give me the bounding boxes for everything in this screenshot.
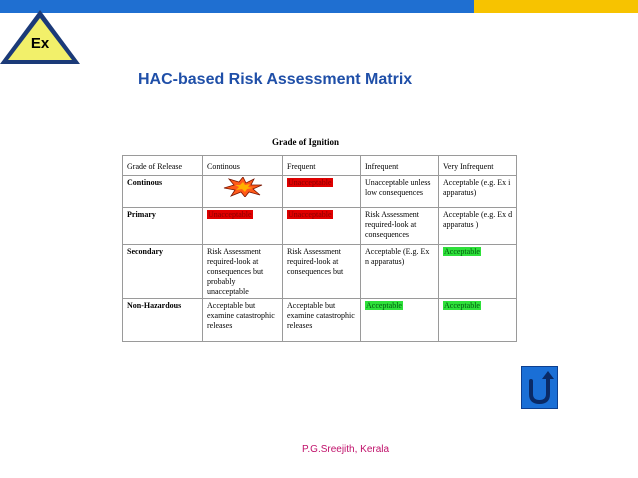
cell-non-hazardous-frequent: Acceptable but examine catastrophic releases — [283, 299, 361, 342]
table-row — [123, 299, 517, 342]
row-label-secondary: Secondary — [123, 245, 203, 299]
cell-non-hazardous-very-infrequent — [439, 299, 517, 342]
footer-credit: P.G.Sreejith, Kerala — [302, 444, 390, 455]
cell-secondary-infrequent: Acceptable (E.g. Ex n apparatus) — [361, 245, 439, 299]
acceptable-tag: Acceptable — [444, 301, 480, 310]
cell-primary-very-infrequent: Acceptable (e.g. Ex d apparatus ) — [439, 208, 517, 245]
cell-primary-frequent — [283, 208, 361, 245]
header-infrequent: Infrequent — [361, 156, 439, 176]
acceptable-tag: Acceptable — [444, 247, 480, 256]
cell-secondary-continous: Risk Assessment required-look at consequences but probably unacceptable — [203, 245, 283, 299]
header-very-infrequent: Very Infrequent — [439, 156, 517, 176]
starburst-icon — [223, 177, 263, 197]
table-row — [123, 245, 517, 299]
cell-primary-continous — [203, 208, 283, 245]
cell-continous-continous — [203, 176, 283, 208]
header-continous: Continous — [203, 156, 283, 176]
cell-non-hazardous-infrequent — [361, 299, 439, 342]
cell-continous-infrequent: Unacceptable unless low consequences — [361, 176, 439, 208]
unacceptable-tag: Unacceptable — [288, 178, 332, 187]
unacceptable-tag: Unacceptable — [288, 210, 332, 219]
grade-of-ignition-label: Grade of Ignition — [272, 137, 340, 147]
cell-continous-very-infrequent: Acceptable (e.g. Ex i apparatus) — [439, 176, 517, 208]
cell-secondary-frequent: Risk Assessment required-look at consequences but — [283, 245, 361, 299]
cell-non-hazardous-continous: Acceptable but examine catastrophic releases — [203, 299, 283, 342]
ex-hazard-badge — [0, 2, 90, 72]
header-grade-of-release: Grade of Release — [123, 156, 203, 176]
slide-title: HAC-based Risk Assessment Matrix — [138, 71, 413, 88]
risk-matrix-table — [122, 155, 517, 342]
top-bar-yellow — [474, 0, 638, 13]
ex-badge-label: Ex — [30, 35, 50, 52]
table-row — [123, 208, 517, 245]
row-label-continous: Continous — [123, 176, 203, 208]
acceptable-tag: Acceptable — [366, 301, 402, 310]
row-label-primary: Primary — [123, 208, 203, 245]
row-label-non-hazardous: Non-Hazardous — [123, 299, 203, 342]
table-row — [123, 176, 517, 208]
return-button[interactable] — [521, 366, 558, 409]
header-frequent: Frequent — [283, 156, 361, 176]
cell-secondary-very-infrequent — [439, 245, 517, 299]
cell-primary-infrequent: Risk Assessment required-look at consequences — [361, 208, 439, 245]
table-header-row — [123, 156, 517, 176]
u-turn-arrow-icon — [522, 367, 557, 408]
unacceptable-tag: Unacceptable — [208, 210, 252, 219]
cell-continous-frequent — [283, 176, 361, 208]
